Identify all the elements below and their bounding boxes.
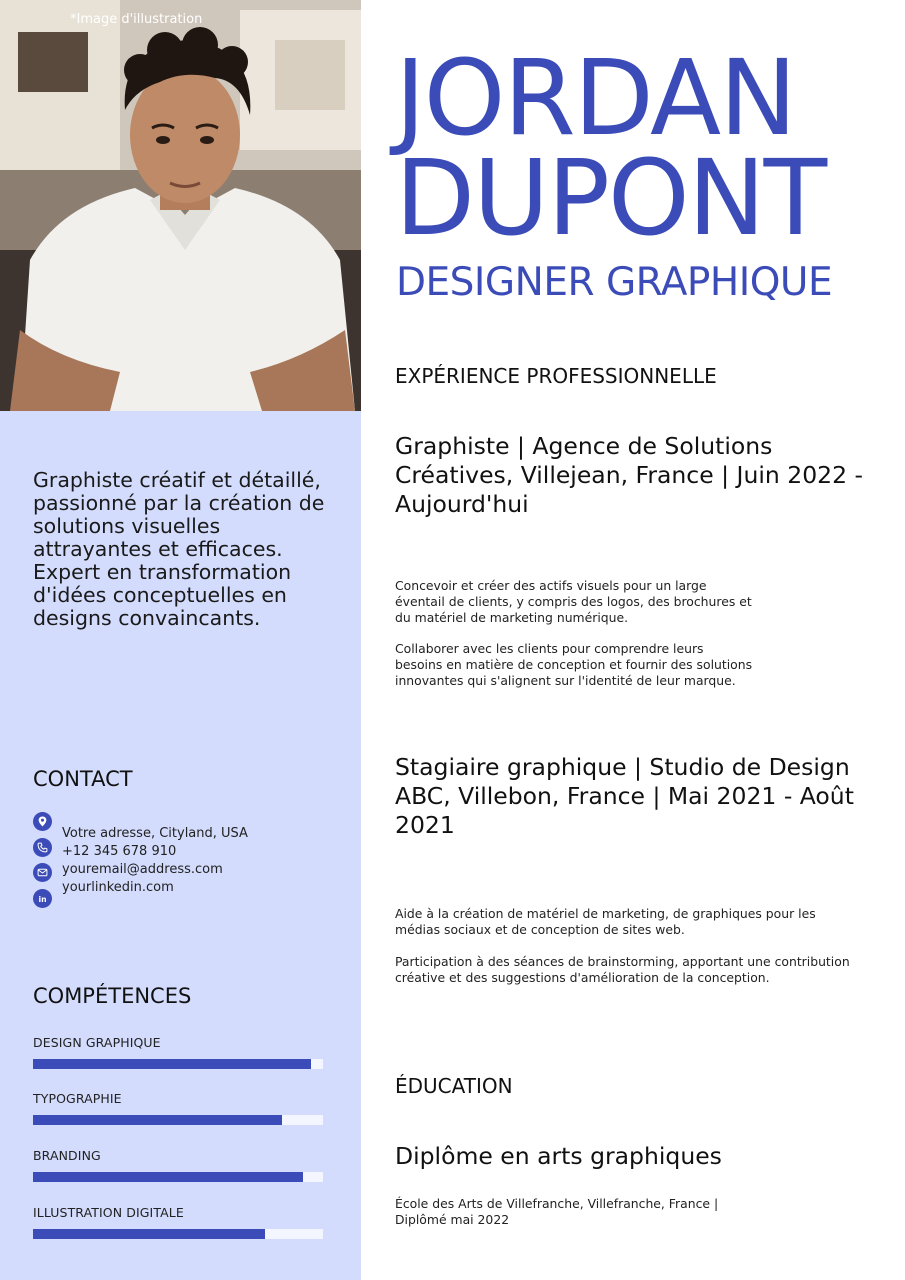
- degree-details: [395, 1196, 718, 1228]
- skill-label: TYPOGRAPHIE: [33, 1091, 122, 1106]
- skill-bar-fill: [33, 1059, 311, 1069]
- education-heading: ÉDUCATION: [395, 1074, 513, 1098]
- degree-line: Diplômé mai 2022: [395, 1212, 510, 1227]
- sidebar: [0, 0, 361, 1280]
- skill-bar-fill: [33, 1229, 265, 1239]
- experience-heading: EXPÉRIENCE PROFESSIONNELLE: [395, 364, 717, 388]
- description-line: Collaborer avec les clients pour comprendre leurs: [395, 641, 704, 656]
- first-name: JORDAN: [395, 37, 795, 159]
- contact-email[interactable]: youremail@address.com: [62, 862, 223, 877]
- degree-line: École des Arts de Villefranche, Villefranche, France |: [395, 1196, 719, 1211]
- contact-heading: CONTACT: [33, 767, 133, 791]
- job-role: DESIGNER GRAPHIQUE: [396, 260, 833, 305]
- description-line: médias sociaux et de conception de sites web.: [395, 922, 685, 937]
- job-description: [395, 906, 816, 938]
- description-line: créative et des suggestions d'amélioration de la conception.: [395, 970, 770, 985]
- description-line: innovantes qui s'alignent sur l'identité de leur marque.: [395, 673, 736, 688]
- job-title: Graphiste | Agence de Solutions Créatives, Villejean, France | Juin 2022 - Aujourd'hui: [395, 432, 864, 518]
- description-line: Participation à des séances de brainstorming, apportant une contribution: [395, 954, 850, 969]
- phone-icon: [33, 838, 52, 857]
- last-name: DUPONT: [395, 137, 826, 259]
- contact-linkedin[interactable]: yourlinkedin.com: [62, 880, 174, 895]
- description-line: du matériel de marketing numérique.: [395, 610, 629, 625]
- photo-caption: *Image d'illustration: [70, 12, 203, 27]
- skill-bar-fill: [33, 1115, 282, 1125]
- skill-label: ILLUSTRATION DIGITALE: [33, 1205, 184, 1220]
- svg-text:in: in: [38, 894, 47, 904]
- skill-item: [33, 1091, 323, 1106]
- full-name: [395, 37, 826, 259]
- profile-summary: Graphiste créatif et détaillé, passionné par la création de solutions visuelles attrayantes et efficaces. Expert en transformation d'idées conceptuelles en designs convaincants.: [33, 468, 325, 630]
- skill-label: BRANDING: [33, 1148, 101, 1163]
- skill-item: [33, 1148, 323, 1163]
- skill-label: DESIGN GRAPHIQUE: [33, 1035, 161, 1050]
- skill-item: [33, 1035, 323, 1050]
- description-line: Concevoir et créer des actifs visuels pour un large: [395, 578, 707, 593]
- job-description: [395, 954, 850, 986]
- description-line: Aide à la création de matériel de marketing, de graphiques pour les: [395, 906, 816, 921]
- linkedin-icon: [33, 889, 52, 908]
- skill-bar-track: [33, 1172, 323, 1182]
- skill-bar-fill: [33, 1172, 303, 1182]
- profile-photo-illustration: [0, 0, 361, 411]
- job-title: Stagiaire graphique | Studio de Design ABC, Villebon, France | Mai 2021 - Août 2021: [395, 753, 854, 839]
- description-line: éventail de clients, y compris des logos, des brochures et: [395, 594, 752, 609]
- email-icon: [33, 863, 52, 882]
- skill-item: [33, 1205, 323, 1220]
- description-line: besoins en matière de conception et fournir des solutions: [395, 657, 753, 672]
- skill-bar-track: [33, 1059, 323, 1069]
- contact-details: [62, 825, 248, 897]
- contact-address: Votre adresse, Cityland, USA: [62, 826, 248, 841]
- skill-bar-track: [33, 1115, 323, 1125]
- location-icon: [33, 812, 52, 831]
- job-description: [395, 578, 752, 626]
- job-description: [395, 641, 752, 689]
- contact-phone: +12 345 678 910: [62, 844, 177, 859]
- profile-photo: [0, 0, 361, 411]
- degree-title: Diplôme en arts graphiques: [395, 1142, 722, 1170]
- skills-heading: COMPÉTENCES: [33, 984, 192, 1008]
- skill-bar-track: [33, 1229, 323, 1239]
